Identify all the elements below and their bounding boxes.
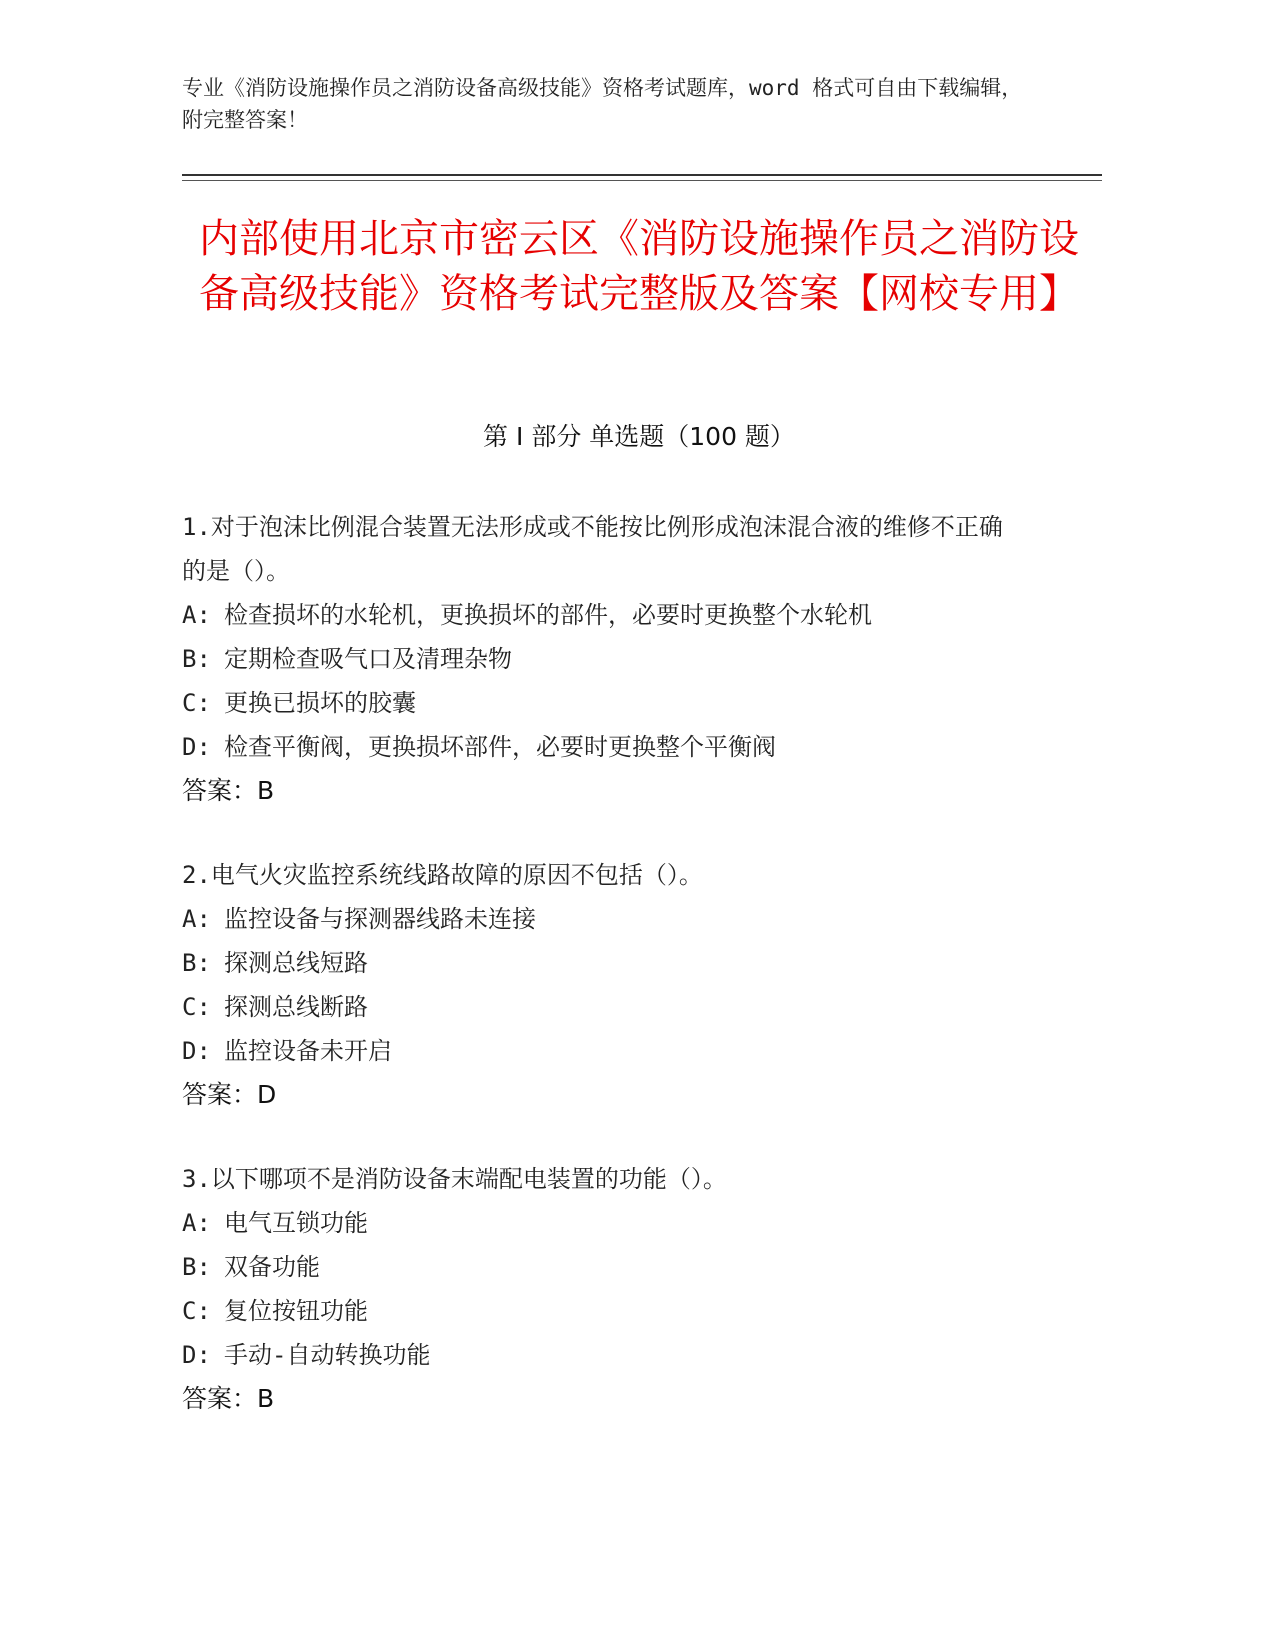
option-d xyxy=(182,1029,1082,1073)
option-letter: B: xyxy=(182,645,211,673)
question-2 xyxy=(182,853,1082,1117)
question-stem: 1.对于泡沫比例混合装置无法形成或不能按比例形成泡沫混合液的维修不正确的是（）。 xyxy=(182,513,1003,585)
answer-line: 答案：B xyxy=(182,776,275,805)
header-note: 专业《消防设施操作员之消防设备高级技能》资格考试题库，word 格式可自由下载编辑，附完整答案！ xyxy=(182,76,1023,132)
option-text: 更换已损坏的胶囊 xyxy=(224,689,416,717)
option-text: 手动-自动转换功能 xyxy=(224,1341,431,1369)
option-text: 监控设备未开启 xyxy=(224,1037,392,1065)
option-letter: B: xyxy=(182,1253,211,1281)
option-letter: D: xyxy=(182,733,211,761)
section-heading: 第 I 部分 单选题（100 题） xyxy=(483,422,795,451)
option-b xyxy=(182,637,1082,681)
option-text: 探测总线短路 xyxy=(224,949,368,977)
option-a xyxy=(182,1201,1082,1245)
option-text: 复位按钮功能 xyxy=(224,1297,368,1325)
option-text: 双备功能 xyxy=(224,1253,320,1281)
option-letter: A: xyxy=(182,905,211,933)
option-a xyxy=(182,897,1082,941)
answer-line: 答案：B xyxy=(182,1384,275,1413)
option-letter: B: xyxy=(182,949,211,977)
question-stem: 2.电气火灾监控系统线路故障的原因不包括（）。 xyxy=(182,861,703,889)
answer-line: 答案：D xyxy=(182,1080,277,1109)
option-text: 监控设备与探测器线路未连接 xyxy=(224,905,536,933)
option-text: 电气互锁功能 xyxy=(224,1209,368,1237)
option-b xyxy=(182,1245,1082,1289)
option-letter: A: xyxy=(182,601,211,629)
option-d xyxy=(182,1333,1082,1377)
question-list xyxy=(182,505,1082,1461)
option-letter: A: xyxy=(182,1209,211,1237)
option-letter: C: xyxy=(182,689,211,717)
option-letter: C: xyxy=(182,993,211,1021)
option-letter: C: xyxy=(182,1297,211,1325)
option-text: 定期检查吸气口及清理杂物 xyxy=(224,645,512,673)
question-3 xyxy=(182,1157,1082,1421)
option-text: 检查损坏的水轮机，更换损坏的部件，必要时更换整个水轮机 xyxy=(224,601,872,629)
option-letter: D: xyxy=(182,1341,211,1369)
header-divider-thick xyxy=(182,174,1102,176)
option-b xyxy=(182,941,1082,985)
option-a xyxy=(182,593,1082,637)
option-c xyxy=(182,681,1082,725)
option-c xyxy=(182,1289,1082,1333)
option-text: 检查平衡阀，更换损坏部件，必要时更换整个平衡阀 xyxy=(224,733,776,761)
question-1 xyxy=(182,505,1082,813)
document-title: 内部使用北京市密云区《消防设施操作员之消防设备高级技能》资格考试完整版及答案【网校专用】 xyxy=(199,216,1079,317)
option-c xyxy=(182,985,1082,1029)
question-stem: 3.以下哪项不是消防设备末端配电装置的功能（）。 xyxy=(182,1165,727,1193)
header-divider-thin xyxy=(182,180,1102,181)
option-d xyxy=(182,725,1082,769)
option-text: 探测总线断路 xyxy=(224,993,368,1021)
option-letter: D: xyxy=(182,1037,211,1065)
